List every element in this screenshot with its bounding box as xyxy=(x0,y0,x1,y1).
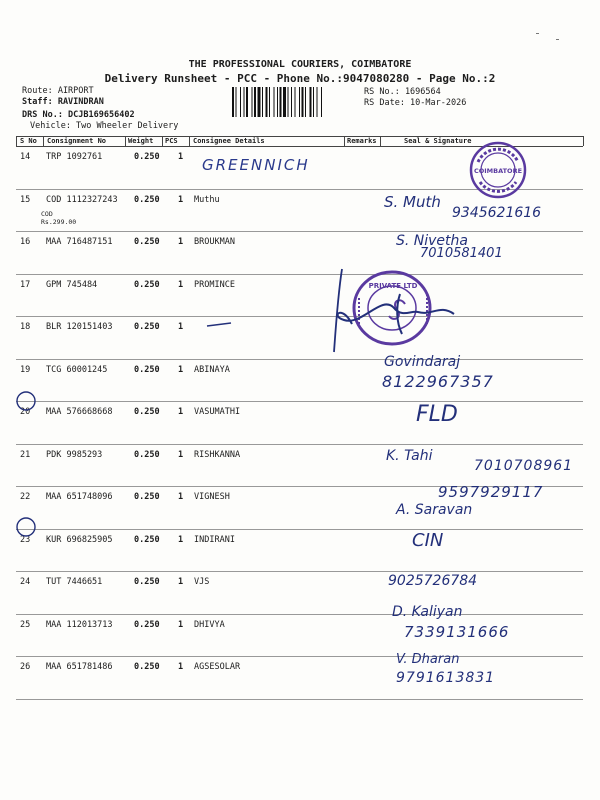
row-cod-note: COD Rs.299.00 xyxy=(41,209,77,226)
hw-row20-mark: FLD xyxy=(416,402,458,427)
row-pcs: 1 xyxy=(178,322,184,332)
row-sno: 26 xyxy=(20,662,31,672)
drs-number: DRS No.: DCJB169656402 xyxy=(22,110,135,120)
signature-scribble-row18 xyxy=(322,264,462,354)
hw-row15-signature: S. Muth xyxy=(384,193,441,211)
row-weight: 0.250 xyxy=(134,662,160,672)
col-rule xyxy=(189,136,190,146)
row-pcs: 1 xyxy=(178,364,184,375)
stamp-ring-text: PRIVATE LTD xyxy=(368,282,418,290)
row-consignee: DHIVYA xyxy=(194,619,225,630)
hw-row26-signature: V. Dharan xyxy=(396,652,460,667)
col-header-consignment: Consignment No xyxy=(47,137,107,145)
row-weight: 0.250 xyxy=(134,364,160,375)
row-pcs: 1 xyxy=(178,194,184,205)
row-consignee: ABINAYA xyxy=(194,364,230,375)
row-pcs: 1 xyxy=(178,279,184,290)
company-title: THE PROFESSIONAL COURIERS, COIMBATORE xyxy=(188,59,412,70)
row-weight: 0.250 xyxy=(134,194,160,205)
hw-row16-phone: 7010581401 xyxy=(420,246,503,261)
col-header-consignee: Consignee Details xyxy=(193,137,265,145)
hw-row24-phone: 9025726784 xyxy=(388,573,478,589)
row-sno: 19 xyxy=(20,364,31,375)
row-pcs: 1 xyxy=(178,407,184,417)
row-sno: 15 xyxy=(20,194,31,205)
row-consignment-no: TCG 60001245 xyxy=(46,364,108,375)
hw-row15-phone: 9345621616 xyxy=(452,205,542,221)
row-rule xyxy=(16,231,583,232)
row-weight: 0.250 xyxy=(134,577,160,587)
stamp-center-text: COIMBATORE xyxy=(473,167,523,175)
row-consignment-no: MAA 651748096 xyxy=(46,492,113,502)
row-rule xyxy=(16,274,583,275)
route-label: Route: AIRPORT xyxy=(22,86,94,96)
row-weight: 0.250 xyxy=(134,534,160,545)
row-pcs: 1 xyxy=(178,577,184,587)
col-rule xyxy=(16,136,17,146)
vehicle-label: Vehicle: Two Wheeler Delivery xyxy=(30,121,179,131)
hw-row16-signature: S. Nivetha xyxy=(396,233,468,249)
row-consignee: RISHKANNA xyxy=(194,449,241,460)
row-consignee: AGSESOLAR xyxy=(194,662,241,672)
row-consignee: VJS xyxy=(194,577,210,587)
col-rule xyxy=(162,136,163,146)
scan-speck xyxy=(536,33,539,34)
row-consignment-no: COD 1112327243 xyxy=(46,194,118,205)
col-header-seal: Seal & Signature xyxy=(404,137,472,145)
scan-speck xyxy=(556,39,559,40)
barcode-image xyxy=(232,87,360,117)
row-consignment-no: MAA 576668668 xyxy=(46,407,113,417)
row-consignment-no: TUT 7446651 xyxy=(46,577,103,587)
row-consignment-no: MAA 716487151 xyxy=(46,237,113,247)
row-consignment-no: MAA 651781486 xyxy=(46,662,113,672)
hw-row22-signature: A. Saravan xyxy=(396,502,473,518)
row-consignee: BROUKMAN xyxy=(194,237,235,247)
row-weight: 0.250 xyxy=(134,237,160,247)
row-sno: 24 xyxy=(20,577,31,587)
col-header-weight: Weight xyxy=(128,137,154,145)
row-weight: 0.250 xyxy=(134,492,160,502)
row-sno: 17 xyxy=(20,279,31,290)
row-consignee: VIGNESH xyxy=(194,492,230,502)
col-rule xyxy=(344,136,345,146)
row-consignment-no: BLR 120151403 xyxy=(46,322,113,332)
rs-date: RS Date: 10-Mar-2026 xyxy=(364,98,467,108)
row-consignee: INDIRANI xyxy=(194,534,235,545)
row-weight: 0.250 xyxy=(134,279,160,290)
row-sno: 14 xyxy=(20,152,31,162)
row-rule xyxy=(16,614,583,615)
circle-mark-row20 xyxy=(15,390,37,412)
row-sno: 21 xyxy=(20,449,31,460)
row-consignment-no: GPM 745484 xyxy=(46,279,98,290)
hw-row21-phone: 7010708961 xyxy=(474,458,574,474)
row-weight: 0.250 xyxy=(134,322,160,332)
row-weight: 0.250 xyxy=(134,619,160,630)
row-rule xyxy=(16,571,583,572)
row-pcs: 1 xyxy=(178,662,184,672)
col-rule xyxy=(43,136,44,146)
row-sno: 16 xyxy=(20,237,31,247)
row-pcs: 1 xyxy=(178,492,184,502)
courier-seal-stamp xyxy=(468,140,528,200)
row-consignee: Muthu xyxy=(194,194,220,205)
hw-row14-name: GREENNICH xyxy=(202,156,310,174)
staff-label: Staff: RAVINDRAN xyxy=(22,97,104,107)
col-header-sno: S No xyxy=(20,137,37,145)
hw-row19-phone: 8122967357 xyxy=(382,372,494,391)
hw-row26-phone: 9791613831 xyxy=(396,670,496,686)
row-pcs: 1 xyxy=(178,152,184,162)
row-rule xyxy=(16,359,583,360)
row-rule xyxy=(16,316,583,317)
row-rule xyxy=(16,529,583,530)
row-consignee: PROMINCE xyxy=(194,279,235,290)
row-rule xyxy=(16,656,583,657)
row-consignee: VASUMATHI xyxy=(194,407,241,417)
row-rule xyxy=(16,401,583,402)
row-consignment-no: PDK 9985293 xyxy=(46,449,103,460)
row-weight: 0.250 xyxy=(134,449,160,460)
col-rule xyxy=(380,136,381,146)
hw-row22-phone: 9597929117 xyxy=(438,483,544,501)
row-rule xyxy=(16,444,583,445)
row-pcs: 1 xyxy=(178,449,184,460)
row-weight: 0.250 xyxy=(134,407,160,417)
rs-number: RS No.: 1696564 xyxy=(364,87,441,97)
row-pcs: 1 xyxy=(178,619,184,630)
dash-mark-row18 xyxy=(205,320,235,328)
col-header-remarks: Remarks xyxy=(347,137,377,145)
row-sno: 18 xyxy=(20,322,31,332)
hw-row19-name: Govindaraj xyxy=(384,354,461,370)
col-rule xyxy=(583,136,584,146)
row-weight: 0.250 xyxy=(134,152,160,162)
row-pcs: 1 xyxy=(178,534,184,545)
circle-mark-row23 xyxy=(15,516,37,538)
row-sno: 20 xyxy=(20,407,31,417)
row-consignment-no: MAA 112013713 xyxy=(46,619,113,630)
runsheet-subtitle: Delivery Runsheet - PCC - Phone No.:9047080280 - Page No.:2 xyxy=(104,72,496,85)
hw-row25-phone: 7339131666 xyxy=(404,623,510,641)
hw-row23-mark: CIN xyxy=(412,530,444,551)
row-rule xyxy=(16,699,583,700)
row-consignment-no: TRP 1092761 xyxy=(46,152,103,162)
row-consignment-no: KUR 696825905 xyxy=(46,534,113,545)
row-pcs: 1 xyxy=(178,237,184,247)
col-header-pcs: PCS xyxy=(165,137,178,145)
row-sno: 25 xyxy=(20,619,31,630)
hw-row25-signature: D. Kaliyan xyxy=(392,604,463,620)
row-sno: 23 xyxy=(20,534,31,545)
col-rule xyxy=(125,136,126,146)
row-sno: 22 xyxy=(20,492,31,502)
hw-row21-signature: K. Tahi xyxy=(386,448,433,464)
